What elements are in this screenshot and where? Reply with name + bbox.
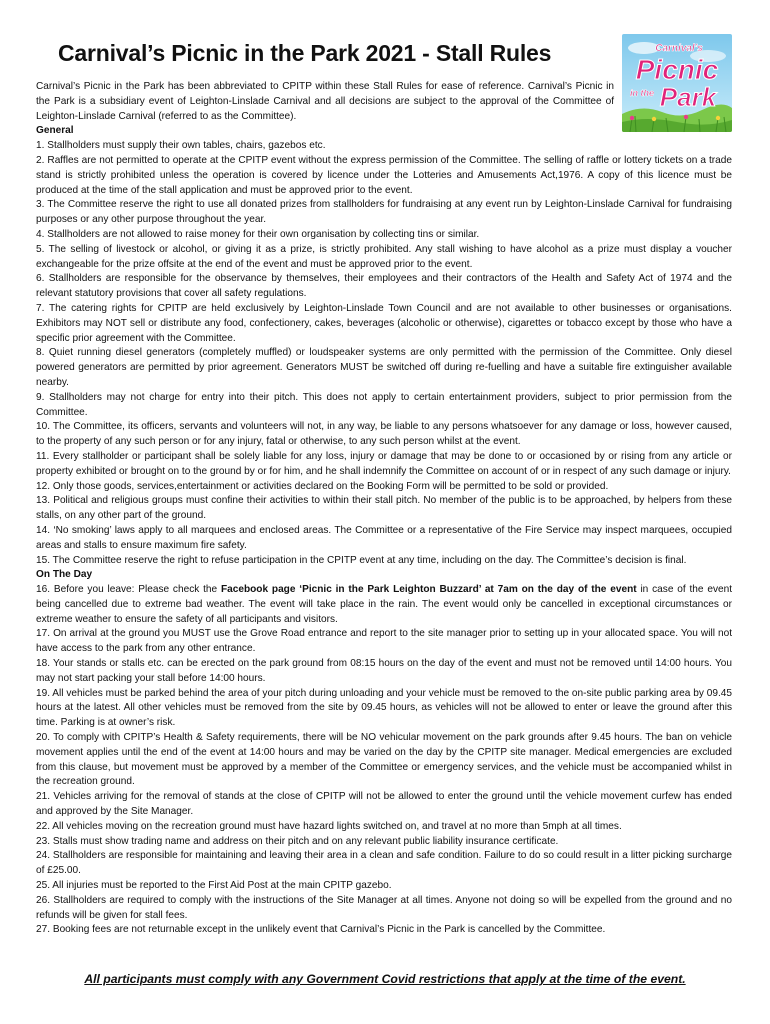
covid-notice: All participants must comply with any Government Covid restrictions that apply at the time of the event. xyxy=(84,972,686,986)
logo-line-4: Park xyxy=(659,82,717,112)
logo-line-3: in the xyxy=(630,88,654,98)
rule-26: 26. Stallholders are required to comply with the instructions of the Site Manager at all times. Anyone not doing so will be expelled from the ground and no refunds will be given for stall fees. xyxy=(36,894,732,921)
rule-19: 19. All vehicles must be parked behind the area of your pitch during unloading and your vehicle must be removed to the on-site public parking area by 09.45 hours at the latest. All other vehicles must be removed from the site by 09.45 hours, as vehicles will not be allowed to enter or leave the ground after this time. Parking is at owner’s risk. xyxy=(36,687,732,729)
intro-paragraph: Carnival’s Picnic in the Park has been abbreviated to CPITP within these Stall Rules for ease of reference. Carnival’s Picnic in the Park is a subsidiary event of Leighton-Linslade Carnival and all decisions are subject to the approval of the Committee of Leighton-Linslade Carnival (referred to as the Committee). xyxy=(36,81,614,122)
rule-11: 11. Every stallholder or participant shall be solely liable for any loss, injury or damage that may be done to or occasioned by or rising from any article or property exhibited or brought on to the ground by or for him, and he shall indemnify the Committee on account of or in respect of any such damage or injury. xyxy=(36,450,732,477)
rule-4: 4. Stallholders are not allowed to raise money for their own organisation by collecting tins or similar. xyxy=(36,228,480,240)
document-title: Carnival’s Picnic in the Park 2021 - Stall Rules xyxy=(58,40,552,66)
rule-13: 13. Political and religious groups must confine their activities to within their stall pitch. No member of the public is to be approached, by helpers from these stalls, on any other part of the ground. xyxy=(36,495,732,522)
rule-5: 5. The selling of livestock or alcohol, or giving it as a prize, is strictly prohibited. Any stall wishing to have alcohol as a prize must display a voucher exchangeable for the prize offsite at the end of the event and must be approved prior to the event. xyxy=(36,243,732,270)
rule-6: 6. Stallholders are responsible for the observance by themselves, their employees and their contractors of the Health and Safety Act of 1974 and the relevant statutory provisions that cover all safety regulations. xyxy=(36,273,732,300)
rule-16 xyxy=(36,583,732,627)
facebook-page-reference: Facebook page ‘Picnic in the Park Leighton Buzzard’ at 7am on the day of the event xyxy=(220,584,637,596)
rule-12: 12. Only those goods, services,entertainment or activities declared on the Booking Form will be permitted to be sold or provided. xyxy=(36,480,609,492)
rule-21: 21. Vehicles arriving for the removal of stands at the close of CPITP will not be allowed to enter the ground until the vehicle movement curfew has ended and approved by the Site Manager. xyxy=(36,791,732,818)
logo-line-2: Picnic xyxy=(635,54,719,85)
logo-line-1: Carnival’s xyxy=(655,43,703,54)
rule-1: 1. Stallholders must supply their own tables, chairs, gazebos etc. xyxy=(36,140,326,152)
rule-15: 15. The Committee reserve the right to refuse participation in the CPITP event at any time, including on the day. The Committee’s decision is final. xyxy=(36,554,687,566)
rule-24: 24. Stallholders are responsible for maintaining and leaving their area in a clean and safe condition. Failure to do so could result in a litter picking surcharge of £25.00. xyxy=(36,850,732,877)
rule-17: 17. On arrival at the ground you MUST use the Grove Road entrance and report to the site manager prior to setting up in your allocated space. You will not have access to the park from any other entrance. xyxy=(36,628,732,655)
rule-16-text-after: in case of the event being cancelled due to extreme bad weather. The event will take place in the rain. The event would only be cancelled in exceptional circumstances or extreme weather to ensure the safety of all participants and visitors. xyxy=(36,584,733,625)
on-the-day-rules-list xyxy=(36,627,732,938)
rule-9: 9. Stallholders may not charge for entry into their pitch. This does not apply to certain entertainment providers, subject to prior permission from the Committee. xyxy=(36,391,732,418)
rule-22: 22. All vehicles moving on the recreation ground must have hazard lights switched on, and travel at no more than 5mph at all times. xyxy=(36,820,622,832)
rule-23: 23. Stalls must show trading name and address on their pitch and on any relevant public liability insurance certificate. xyxy=(36,835,559,847)
rule-27: 27. Booking fees are not returnable except in the unlikely event that Carnival’s Picnic in the Park is cancelled by the Committee. xyxy=(36,924,606,936)
rule-3: 3. The Committee reserve the right to use all donated prizes from stallholders for fundraising at any event run by Leighton-Linslade Carnival for fundraising purposes or any other purpose throughout the year. xyxy=(36,199,732,226)
rule-14: 14. ‘No smoking’ laws apply to all marquees and enclosed areas. The Committee or a representative of the Fire Service may inspect marquees, occupied areas and stalls to ensure maximum fire safety. xyxy=(36,524,732,551)
rule-7: 7. The catering rights for CPITP are held exclusively by Leighton-Linslade Town Council and are not available to other businesses or organisations. Exhibitors may NOT sell or distribute any food, confectionery, cakes, beverages (alcoholic or otherwise), cigarettes or tobacco except by those who have a specific prior agreement with the Committee. xyxy=(36,302,732,344)
rule-8: 8. Quiet running diesel generators (completely muffled) or loudspeaker systems are only permitted with the permission of the Committee. Only diesel powered generators are permitted by prior agreement. Generators MUST be switched off during re-fuelling and have a suitable fire extinguisher available nearby. xyxy=(36,347,732,388)
rule-25: 25. All injuries must be reported to the First Aid Post at the main CPITP gazebo. xyxy=(36,880,392,892)
rule-20: 20. To comply with CPITP’s Health & Safety requirements, there will be NO vehicular movement on the park grounds after 9.45 hours. The ban on vehicle movement applies until the end of the event at 14:00 hours and may be varied on the day by the CPITP site manager. Medical emergencies are excluded from this clause, but movement must be approved by a member of the Committee or emergency services, and the vehicle must be accompanied whilst in the recreation ground. xyxy=(36,732,732,788)
rule-16-text-before: 16. Before you leave: Please check the xyxy=(36,584,221,596)
rules-body xyxy=(36,80,732,938)
general-heading: General xyxy=(36,125,74,137)
on-the-day-heading: On The Day xyxy=(36,569,93,581)
rule-18: 18. Your stands or stalls etc. can be erected on the park ground from 08:15 hours on the day of the event and must not be removed until 14:00 hours. You may not start packing your stall before 14:00 hours. xyxy=(36,658,732,684)
rule-2: 2. Raffles are not permitted to operate at the CPITP event without the express permission of the Committee. The selling of raffle or lottery tickets on a trade stand is strictly prohibited unless the operation is covered by licence under the Lotteries and Amusements Act,1976. A copy of this licence must be produced at the time of the stall application and must be approved prior to the event. xyxy=(36,154,732,196)
rule-10: 10. The Committee, its officers, servants and volunteers will not, in any way, be liable to any persons whatsoever for any damage or loss, however caused, to the property of any such person or for any injury, fatal or otherwise, to any such person whilst at the event. xyxy=(36,421,732,448)
general-rules-list xyxy=(36,139,732,568)
